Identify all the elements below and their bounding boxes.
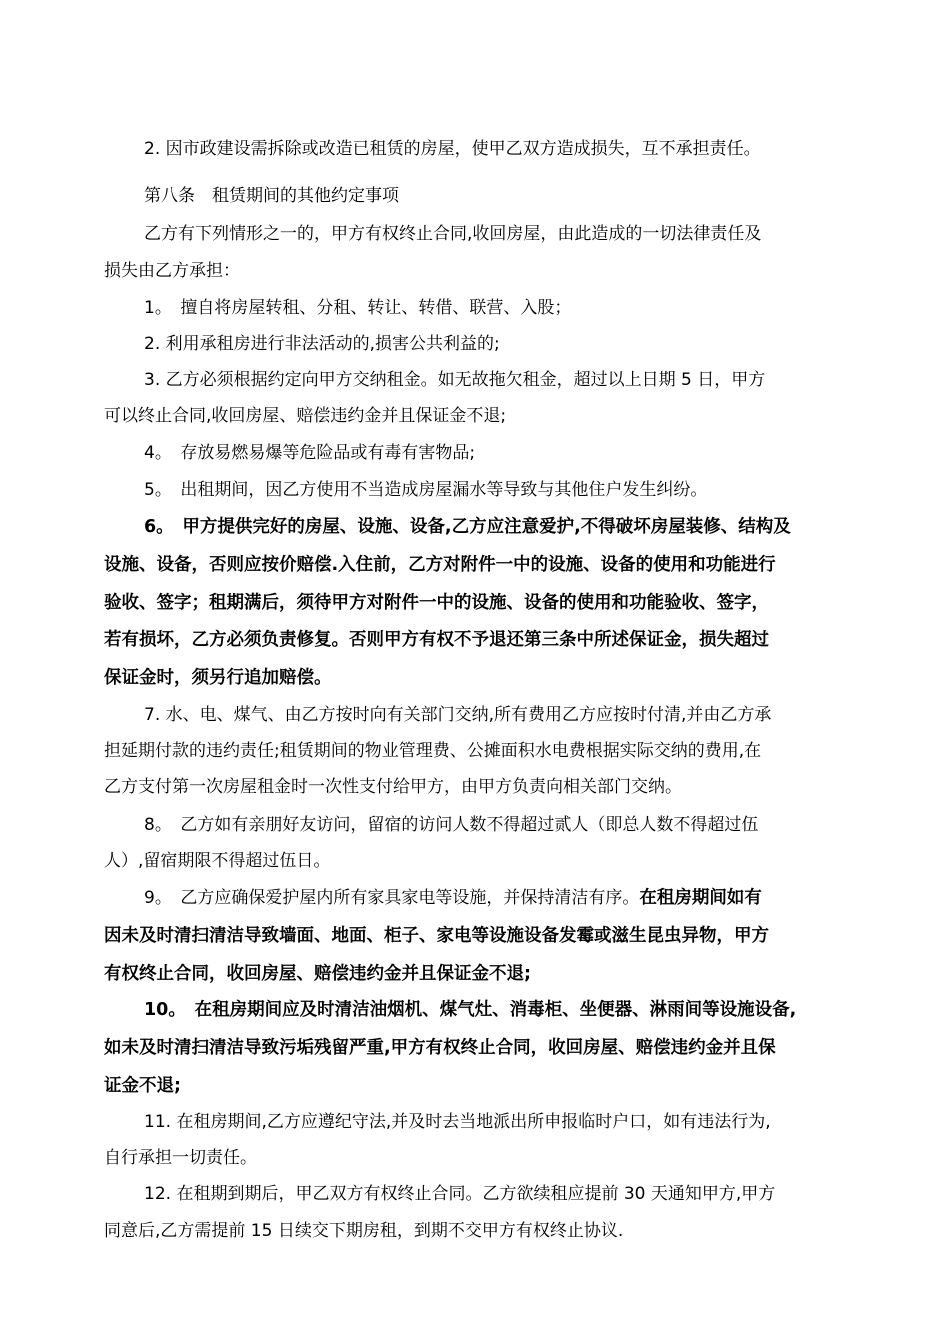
item-9-normal-text: 9。 乙方应确保爱护屋内所有家具家电等设施，并保持清洁有序。	[144, 888, 640, 908]
item-9-line-1	[144, 888, 762, 908]
item-1: 1。 擅自将房屋转租、分租、转让、转借、联营、入股；	[144, 298, 572, 318]
clause-7-item-2: 2. 因市政建设需拆除或改造已租赁的房屋，使甲乙双方造成损失，互不承担责任。	[144, 139, 761, 159]
item-9-line-3: 有权终止合同，收回房屋、赔偿违约金并且保证金不退;	[104, 964, 531, 984]
article-8-intro-line-2: 损失由乙方承担：	[104, 261, 240, 281]
item-2: 2. 利用承租房进行非法活动的,损害公共利益的;	[144, 334, 500, 354]
item-8-line-1: 8。 乙方如有亲朋好友访问，留宿的访问人数不得超过贰人（即总人数不得超过伍	[144, 815, 759, 835]
item-3-line-1: 3. 乙方必须根据约定向甲方交纳租金。如无故拖欠租金，超过以上日期 5 日，甲方	[144, 370, 766, 390]
item-7-line-1: 7. 水、电、煤气、由乙方按时向有关部门交纳,所有费用乙方应按时付清,并由乙方承	[144, 705, 772, 725]
item-7-line-3: 乙方支付第一次房屋租金时一次性支付给甲方，由甲方负责向相关部门交纳。	[104, 777, 682, 797]
item-10-line-1: 10。 在租房期间应及时清洁油烟机、煤气灶、消毒柜、坐便器、淋雨间等设施设备,	[144, 1000, 797, 1020]
item-9-bold-text: 在租房期间如有	[639, 888, 762, 908]
item-3-line-2: 可以终止合同,收回房屋、赔偿违约金并且保证金不退;	[104, 406, 507, 426]
item-6-line-3: 验收、签字；租期满后，须待甲方对附件一中的设施、设备的使用和功能验收、签字，	[104, 593, 769, 613]
item-12-line-2: 同意后,乙方需提前 15 日续交下期房租，到期不交甲方有权终止协议.	[104, 1221, 624, 1241]
item-11-line-1: 11. 在租房期间,乙方应遵纪守法,并及时去当地派出所申报临时户口，如有违法行为,	[144, 1112, 771, 1132]
item-4: 4。 存放易燃易爆等危险品或有毒有害物品;	[144, 443, 476, 463]
item-6-line-5: 保证金时，须另行追加赔偿。	[104, 668, 332, 688]
item-12-line-1: 12. 在租期到期后，甲乙双方有权终止合同。乙方欲续租应提前 30 天通知甲方,甲方	[144, 1184, 776, 1204]
item-10-line-2: 如未及时清扫清洁导致污垢残留严重,甲方有权终止合同，收回房屋、赔偿违约金并且保	[104, 1038, 776, 1058]
item-6-line-2: 设施、设备，否则应按价赔偿.入住前，乙方对附件一中的设施、设备的使用和功能进行	[104, 555, 776, 575]
item-9-line-2: 因未及时清扫清洁导致墙面、地面、柜子、家电等设施设备发霉或滋生昆虫异物，甲方	[104, 926, 769, 946]
item-6-line-4: 若有损坏，乙方必须负责修复。否则甲方有权不予退还第三条中所述保证金，损失超过	[104, 630, 769, 650]
item-5: 5。 出租期间，因乙方使用不当造成房屋漏水等导致与其他住户发生纠纷。	[144, 480, 708, 500]
item-8-line-2: 人）,留宿期限不得超过伍日。	[104, 851, 331, 871]
item-6-line-1: 6。 甲方提供完好的房屋、设施、设备,乙方应注意爱护,不得破坏房屋装修、结构及	[144, 517, 791, 537]
item-7-line-2: 担延期付款的违约责任;租赁期间的物业管理费、公摊面积水电费根据实际交纳的费用,在	[104, 741, 762, 761]
item-11-line-2: 自行承担一切责任。	[104, 1148, 257, 1168]
item-10-line-3: 证金不退;	[104, 1076, 181, 1096]
article-8-heading: 第八条 租赁期间的其他约定事项	[144, 186, 399, 206]
article-8-intro-line-1: 乙方有下列情形之一的，甲方有权终止合同,收回房屋，由此造成的一切法律责任及	[144, 224, 762, 244]
